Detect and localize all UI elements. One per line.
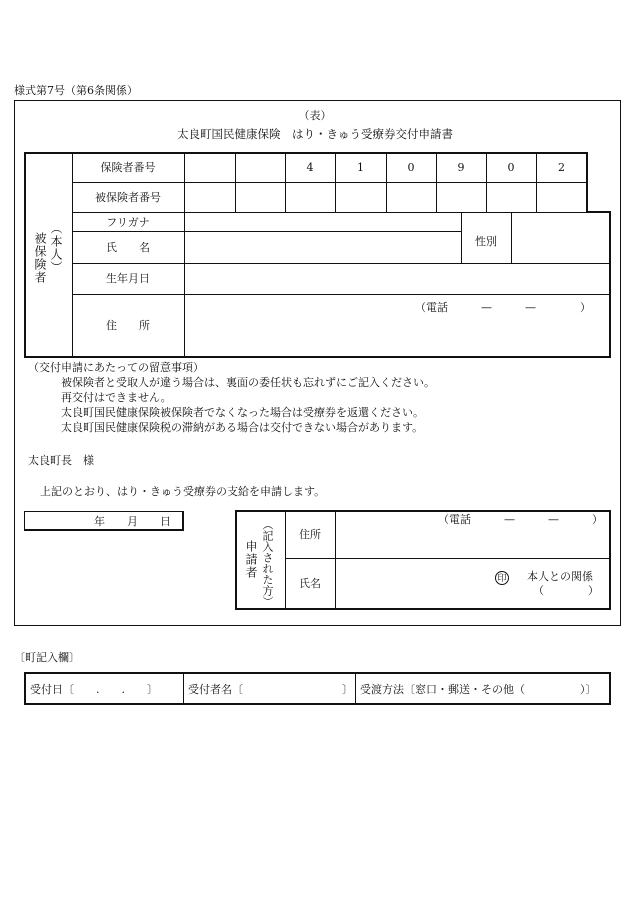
applicant-phone: （電話 — — ） xyxy=(438,513,603,526)
note-item: 再交付はできません。 xyxy=(61,391,172,404)
insurer-digit: 9 xyxy=(457,161,465,174)
label-insured-number: 被保険者番号 xyxy=(95,191,161,204)
label-insurer-number: 保険者番号 xyxy=(100,161,156,174)
addressee: 太良町長 様 xyxy=(28,454,94,467)
office-heading: 〔町記入欄〕 xyxy=(14,651,80,664)
gender-input[interactable] xyxy=(514,214,608,261)
applicant-address-label: 住所 xyxy=(299,528,321,541)
applicant-name-label: 氏名 xyxy=(299,577,321,590)
office-receiver: 受付者名〔 〕 xyxy=(188,683,353,696)
notes-heading: （交付申請にあたっての留意事項） xyxy=(28,361,204,374)
furigana-input[interactable] xyxy=(188,214,458,229)
applicant-sublabel: （記入された方） xyxy=(261,519,274,607)
office-received-date: 受付日〔 . . 〕 xyxy=(30,683,158,696)
insurer-digit: 2 xyxy=(558,161,565,174)
office-delivery-method: 受渡方法〔窓口・郵送・その他（ ）〕 xyxy=(360,683,597,696)
date-line: 年 月 日 xyxy=(94,515,171,528)
applicant-name-input[interactable] xyxy=(338,562,488,606)
label-birthdate: 生年月日 xyxy=(106,272,150,285)
seal-mark: 印 xyxy=(495,571,509,585)
insurer-digit: 0 xyxy=(407,161,415,174)
note-item: 太良町国民健康保険税の滞納がある場合は交付できない場合があります。 xyxy=(61,421,424,434)
label-furigana: フリガナ xyxy=(106,216,150,229)
relation-label: 本人との関係 xyxy=(527,570,593,583)
note-item: 太良町国民健康保険被保険者でなくなった場合は受療券を返還ください。 xyxy=(61,406,424,419)
form-title: 太良町国民健康保険 はり・きゅう受療券交付申請書 xyxy=(177,127,453,141)
form-number: 様式第7号（第6条関係） xyxy=(14,84,138,97)
label-name: 氏 名 xyxy=(106,241,150,254)
insurer-digit: 1 xyxy=(357,161,364,174)
address-input[interactable] xyxy=(188,318,608,354)
section-label-insured: 被保険者 xyxy=(33,232,47,284)
note-item: 被保険者と受取人が違う場合は、裏面の委任状も忘れずにご記入ください。 xyxy=(61,376,435,389)
name-input[interactable] xyxy=(188,234,458,261)
applicant-label: 申請者 xyxy=(244,540,258,579)
label-gender: 性別 xyxy=(475,235,497,248)
label-address: 住 所 xyxy=(106,319,150,332)
relation-field: （ ） xyxy=(533,584,599,597)
applicant-address-input[interactable] xyxy=(338,528,608,556)
address-phone: （電話 — — ） xyxy=(415,301,591,314)
section-label-self: （本人） xyxy=(49,222,63,274)
birthdate-input[interactable] xyxy=(188,266,608,292)
insured-number-input[interactable] xyxy=(188,186,584,208)
front-mark: （表） xyxy=(298,109,332,122)
insurer-digit: 0 xyxy=(507,161,515,174)
insurer-digit: 4 xyxy=(306,161,314,174)
application-statement: 上記のとおり、はり・きゅう受療券の支給を申請します。 xyxy=(40,485,326,498)
